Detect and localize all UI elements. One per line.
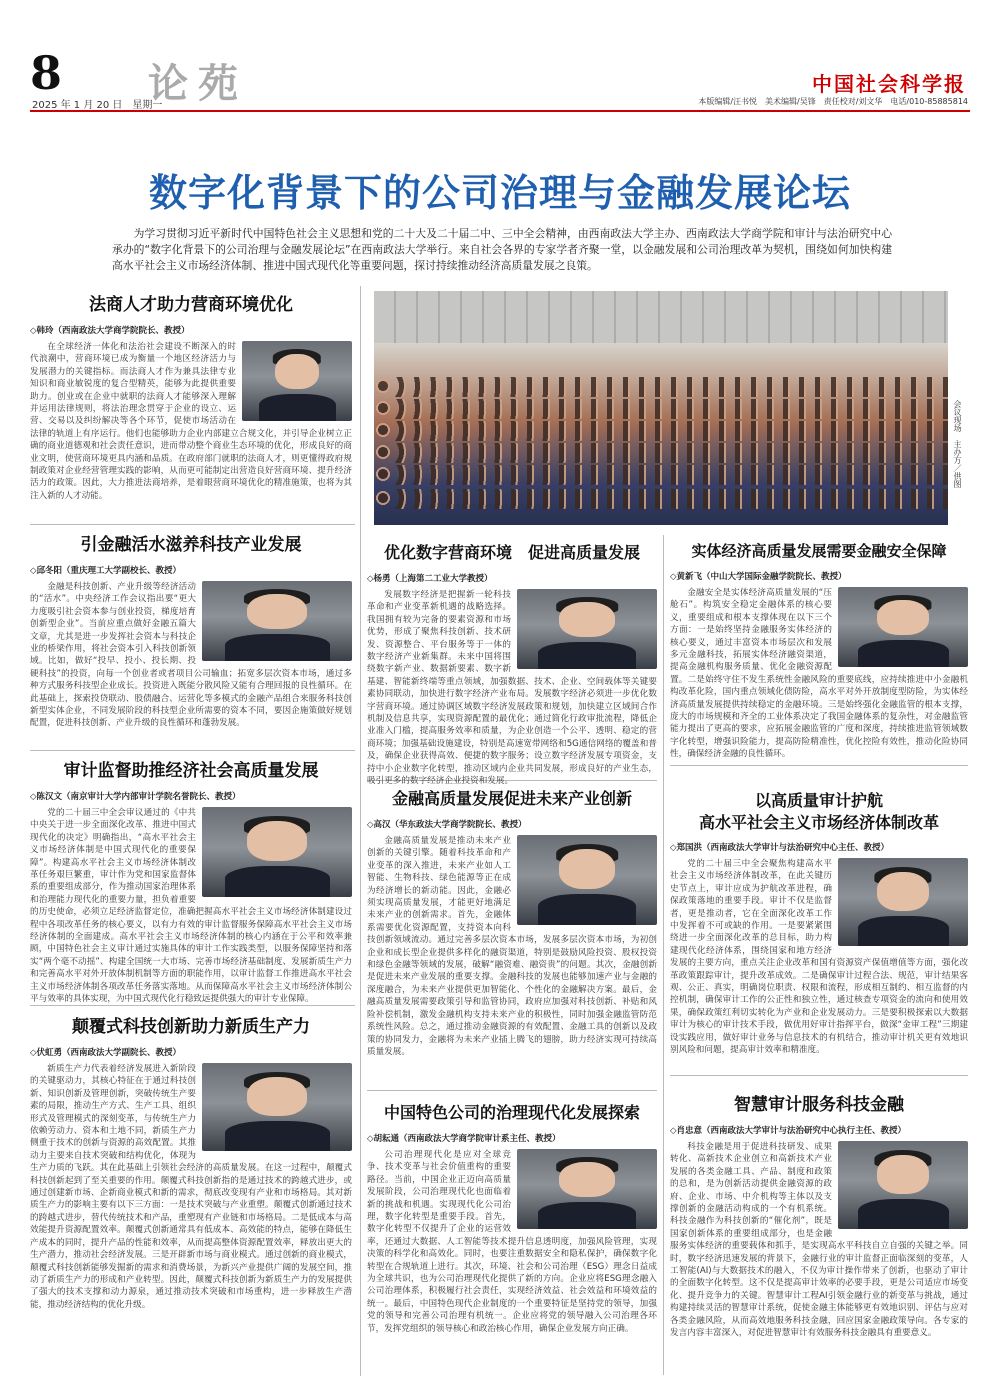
article-title: 法商人才助力营商环境优化	[89, 295, 293, 315]
article-byline: ◇陈汉文（南京审计大学内部审计学院名誉院长、教授）	[30, 792, 241, 802]
article-title-line-1: 以高质量审计护航	[754, 791, 883, 810]
article-byline: ◇肖忠意（西南政法大学审计与法治研究中心执行主任、教授）	[670, 1126, 907, 1136]
article-byline: ◇胡耘通（西南政法大学商学院审计系主任、教授）	[367, 1134, 561, 1144]
article-finance-tech-industry	[30, 530, 352, 745]
row-divider	[670, 1075, 968, 1076]
row-divider	[30, 524, 355, 525]
article-body	[367, 589, 657, 788]
feature-intro: 为学习贯彻习近平新时代中国特色社会主义思想和党的二十大及二十届二中、三中全会精神，由西南政法大学主办、西南政法大学商学院和审计与法治研究中心承办的“数字化背景下的公司治理与金融发展论坛”在西南政法大学举行。来自社会各界的专家学者齐聚一堂，以金融发展和公司治理改革为契机，围绕如何加快构建高水平社会主义市场经济体制、推进中国式现代化等重要问题，探讨持续推动经济高质量发展之良策。	[112, 227, 892, 272]
article-audit-supervision	[30, 756, 352, 1005]
row-divider	[30, 750, 355, 751]
article-title: 金融高质量发展促进未来产业创新	[391, 789, 632, 808]
article-text: 新质生产力代表着经济发展进入新阶段的关键驱动力，其核心特征在于通过科技创新、知识创新及管理创新，突破传统生产要素的局限，推动生产方式、生产工具、组织形式及管理模式的深刻变革，与传统生产力依赖劳动力、资本和土地不同，新质生产力侧重于技术的创新与资源的高效配置。其推动力主要来自技术突破和结构优化，体现为生产力质的飞跃。其在此基础上引领社会经济的高质量发展。在这一过程中，颠覆式科技创新起到了至关重要的作用。颠覆式科技创新指的是通过技术的跨越式进步，或通过创建新市场、企新商业模式和新的需求，彻底改变现有产业和市场格局。其对新质生产力的影响主要有以下三方面：一是技术突破与产业重塑。颠覆式创新通过技术的跨越式进步，替代传统技术和产品，重塑现有产业链和市场格局。二是低成本与高效能提升资源配置效率。颠覆式创新通常具有低成本、高效能的特点，能够在降低生产成本的同时，提升产品的性能和效率，从而提高整体资源配置效率，释放出更大的生产潜力，推动社会经济发展。三是开辟新市场与商业模式。通过创新的商业模式，颠覆式科技创新能够发掘新的需求和消费场景，为新兴产业提供广阔的发展空间，推动了新质生产力的形成和产业转型。因此，颠覆式科技创新为新质生产力的发展提供了强大的技术支撑和动力源泉，通过推动技术突破和市场重构，进一步释放生产潜能，推动经济结构的优化升级。	[30, 1064, 352, 1310]
article-byline: ◇高汉（华东政法大学商学院院长、教授）	[367, 820, 527, 830]
article-body	[367, 1149, 657, 1335]
row-divider	[367, 1090, 657, 1091]
photo-audience-row	[374, 421, 948, 441]
article-smart-audit	[670, 1090, 968, 1377]
article-title: 颠覆式科技创新助力新质生产力	[72, 1017, 310, 1037]
article-title: 实体经济高质量发展需要金融安全保障	[691, 542, 947, 560]
article-byline: ◇郑国洪（西南政法大学审计与法治研究中心主任、教授）	[670, 843, 890, 853]
article-text: 公司治理现代化是应对全球竞争、技术变革与社会价值重构的重要路径。当前，中国企业正迈向高质量发展阶段，公司治理现代化也面临着新的挑战和机遇。实现现代化公司治理，数字化转型是重要手段。首先，数字化转型不仅提升了企业的运营效率，还通过大数据、人工智能等技术提升信息透明度，加强风险管理，实现决策的科学化和高效化。同时，也要注重数据安全和隐私保护，确保数字化转型在合规轨道上进行。其次，环境、社会和公司治理（ESG）理念日益成为全球共识，也为公司治理现代化提供了新的方向。企业应将ESG理念融入公司治理体系，积极履行社会责任，实现经济效益、社会效益和环境效益的统一。最后，中国特色现代企业制度的一个重要特征是坚持党的领导，加强党的领导和完善公司治理有机统一。企业应将党的领导融入公司治理各环节，发挥党组织的领导核心和政治核心作用，确保企业发展方向正确。	[367, 1150, 657, 1334]
article-text: 金融高质量发展是推动未来产业创新的关键引擎。随着科技革命和产业变革的深入推进，未来产业如人工智能、生物科技、绿色能源等正在成为经济增长的新动能。因此，金融必须实现高质量发展，才能更好地满足未来产业的创新需求。首先，金融体系需要优化资源配置，支持资本向科技创新领域流动。通过完善多层次资本市场，发展多层次资本市场，为初创企业和成长型企业提供多样化的融资渠道，特别是鼓励风险投资、股权投资和绿色金融等领域的发展，破解“融资难、融资贵”的问题。其次，金融创新是促进未来产业发展的重要支撑。金融科技的发展也能够加速产业与金融的深度融合，为未来产业提供更加智能化、个性化的金融解决方案。最后，金融高质量发展需要政策引导和监管协同，政府应加强对科技创新、补贴和风险补偿机制，激发金融机构支持未来产业的积极性，同时加强金融监管防范系统性风险。总之，通过推动金融资源的有效配置、金融工具的创新以及政策的协同发力，金融将为未来产业插上腾飞的翅膀，助力经济实现可持续高质量发展。	[367, 836, 657, 1057]
article-byline: ◇韩玲（西南政法大学商学院院长、教授）	[30, 326, 190, 336]
article-body	[30, 341, 352, 502]
article-text: 党的二十届三中全会审议通过的《中共中央关于进一步全面深化改革、推进中国式现代化的决定》明确指出，“高水平社会主义市场经济体制是中国式现代化的重要保障”。构建高水平社会主义市场经济体制改革任务艰巨繁重，审计作为党和国家监督体系的重要组成部分，作为推动国家治理体系和治理能力现代化的重要力量，担负着重要的历史使命，必须立足经济监督定位，准确把握高水平社会主义市场经济体制建设过程中各项改革任务的核心要义，以有力有效的审计监督服务保障高水平社会主义市场经济体制的全面建成。高水平社会主义市场经济体制的核心内涵在于公平和效率兼顾，中国特色社会主义审计通过实施具体的审计工作实践类型，以服务保障坚持和落实“两个毫不动摇”、构建全国统一大市场、完善市场经济基础制度、发展新质生产力和完善高水平对外开放体制机制等方面的职能作用，以审计监督工作推进高水平社会主义市场经济体制各项改革任务落实落地。从而保障高水平社会主义市场经济体制公平与效率的具体实现，为中国式现代化行稳致远提供强大的审计专业保障。	[30, 808, 352, 1005]
article-byline: ◇黄新飞（中山大学国际金融学院院长、教授）	[670, 572, 847, 582]
author-portrait	[242, 341, 352, 421]
article-text: 党的二十届三中全会聚焦构建高水平社会主义市场经济体制改革，在此关键历史节点上，审计应成为护航改革进程，确保政策落地的重要手段。审计不仅是监督者，更是推动者，它在全面深化改革工作中发挥着不可或缺的作用。一是要紧紧围绕进一步全面深化改革的总目标，助力构建现代化经济体系，围绕国家和地方经济发展的主要方向，重点关注企业改革和国有资源资产保值增值等方面，强化改革政策跟踪审计，提升改革成效。二是确保审计过程合法、规范，审计结果客观、公正、真实，明确岗位职责、权限和流程，形成相互制约、相互监督的内控机制，确保审计工作的公正性和独立性，通过核查专项资金的流向和使用效果，确保政策红利切实转化为产业和企业发展动力。三是要积极探索以大数据审计为核心的审计技术手段，做优用好审计指挥平台，做深“金审工程”三期建设实践应用，做好审计业务与信息技术的有机结合，推动审计机关更有效地识别风险和问题，提高审计效率和精准度。	[670, 859, 968, 1056]
article-body	[670, 587, 968, 761]
article-audit-market-reform	[670, 790, 968, 1070]
feature-title: 数字化背景下的公司治理与金融发展论坛	[148, 171, 851, 215]
article-body	[670, 858, 968, 1057]
author-portrait	[838, 858, 968, 946]
article-title: 引金融活水滋养科技产业发展	[80, 535, 302, 555]
column-divider	[360, 286, 361, 1376]
article-body	[30, 581, 352, 730]
author-portrait	[202, 807, 352, 897]
article-text: 金融安全是实体经济高质量发展的“压舱石”。构筑安全稳定金融体系的核心要义，重要组成和根本支撑体现在以下三个方面：一是始终坚持金融服务实体经济的核心要义，通过丰富资本市场层次和发展多元金融科技，拓展实体经济融资渠道，提高金融机构服务质量、优化金融资源配置。二是始终守住不发生系统性金融风险的重要底线，应持续推进中小金融机构改革化险，国内重点领域化债防险，高水平对外开放制度型防险，为实体经济高质量发展提供持续稳定的金融环境。三是始终强化金融监管的根本支撑，庞大的市场规模和齐全的工业体系决定了我国金融体系的复杂性，对金融监管能力提出了更高的要求，应拓展金融监管的广度和深度，持续推进监管领域数字化转型，增强识险能力，提高防险精准性，优化控险有效性，推动化险协同性，确保经济金融的良性循环。	[670, 588, 968, 760]
author-portrait	[517, 1149, 657, 1229]
photo-caption: 会议现场 主办方／供图	[953, 400, 962, 488]
article-text: 发展数字经济是把握新一轮科技革命和产业变革新机遇的战略选择。我国拥有较为完备的要素资源和市场优势，形成了聚焦科技创新、技术研发、资源整合、平台服务等于一体的数字经济产业新集群。未来中国将围绕数字新产业、数据新要素、数字新基建、智能新终端等重点领域，加强数据、技术、企业、空间载体等关键要素协同联动，加快进行数字经济产业布局。发展数字经济必须进一步优化数字营商环境。通过协调区域数字经济发展政策和规划，加快建立区域间合作机制及信息共享，实现资源配置的最优化；通过简化行政审批流程，降低企业准入门槛，提高服务效率和质量，为企业创造一个公平、透明、稳定的营商环境；加强基础设施建设，特别是高速宽带网络和5G通信网络的覆盖和普及，确保企业获得高效、便捷的数字服务；设立数字经济发展专项资金，支持中小企业数字化转型，推动区域内企业共同发展，形成良好的产业生态，吸引更多的数字经济企业投资和发展。	[367, 590, 657, 787]
photo-audience-row	[374, 399, 948, 419]
article-byline: ◇伏虹勇（西南政法大学副院长、教授）	[30, 1048, 182, 1058]
article-byline: ◇杨勇（上海第二工业大学教授）	[367, 574, 493, 584]
editors-line: 本版编辑/汪书悦 美术编辑/吴锋 责任校对/刘文华 电话/010-85885814	[698, 97, 968, 106]
row-divider	[670, 765, 968, 766]
article-text: 科技金融是用于促进科技研发、成果转化、高新技术企业创立和高新技术产业发展的各类金融工具、产品、制度和政策的总和，是为创新活动提供金融资源的政府、企业、市场、中介机构等主体以及支撑创新的金融活动构成的一个有机系统。科技金融作为科技创新的“催化剂”，既是国家创新体系的重要组成部分，也是金融服务实体经济的重要载体和抓手，是实现高水平科技自立自强的关键之举。同时，数字经济迅速发展的背景下，金融行业的审计监督正面临深刻的变革，人工智能(AI)与大数据技术的融入，不仅为审计操作带来了创新，也驱动了审计的全面数字化转型。这不仅是提高审计效率的必要手段，更是公司适应市场变化、提升竞争力的关键。智慧审计工程AI引领金融行业的新变革与挑战，通过构建持续灵活的智慧审计系统，促使金融主体能够更有效地识别、评估与应对各类金融风险，从而高效地服务科技金融，回应国家金融政策导向。各专家的发言内容丰富深入，对促进智慧审计有效服务科技金融具有重要意义。	[670, 1142, 968, 1339]
article-body	[30, 1063, 352, 1311]
article-byline: ◇邱冬阳（重庆理工大学副校长、教授）	[30, 566, 182, 576]
author-portrait	[838, 1141, 968, 1229]
article-body	[30, 807, 352, 1006]
article-finance-future-industries	[367, 786, 657, 1086]
article-corporate-governance	[367, 1100, 657, 1377]
article-financial-security	[670, 540, 968, 760]
photo-audience-row	[374, 465, 948, 485]
conference-photo	[374, 291, 948, 525]
article-title: 优化数字营商环境 促进高质量发展	[383, 543, 640, 562]
author-portrait	[202, 1063, 352, 1151]
column-divider	[663, 535, 664, 1375]
photo-audience-row	[374, 377, 948, 397]
masthead	[0, 0, 1000, 112]
photo-audience-row	[374, 489, 948, 509]
article-title: 智慧审计服务科技金融	[734, 1095, 904, 1115]
section-title: 论苑	[148, 60, 248, 107]
article-legal-business-talent	[30, 290, 352, 520]
article-digital-business-environment	[367, 540, 657, 787]
paper-name: 中国社会科学报	[812, 72, 966, 96]
issue-date: 2025 年 1 月 20 日 星期一	[32, 100, 163, 111]
author-portrait	[517, 589, 657, 669]
author-portrait	[202, 581, 352, 661]
page-number: 8	[30, 46, 63, 100]
article-body	[367, 835, 657, 1058]
article-title: 中国特色公司的治理现代化发展探索	[383, 1103, 640, 1122]
photo-audience-row	[374, 443, 948, 463]
article-text: 金融是科技创新、产业升级等经济活动的“活水”。中央经济工作会议指出要“更大力度吸引社会资本参与创业投资，梯度培育创新型企业”。当前应重点做好金融五篇大文章，尤其是进一步发挥社会资本与科技企业的桥梁作用，将社会资本引入科技创新领域。比如，做好“投早、投小、投长期、投硬科技”的投资，向每一个创业者或者项目公司输血；拓宽多层次资本市场，通过多种方式服务科技型企业成长。投资进入既能分散风险又能有合理回报的良性循环。在此基础上，探索投贷联动、股债融合、运营化等多模式的金融产品组合来服务科技创新型实体企业，不同发展阶段的科技型企业所需要的资本不同，要因企施策做好规划配置，促进科技创新、产业升级的良性循环和蓬勃发展。	[30, 582, 352, 729]
article-title-line-2: 高水平社会主义市场经济体制改革	[698, 813, 939, 832]
article-text: 在全球经济一体化和法治社会建设不断深入的时代浪潮中，营商环境已成为衡量一个地区经济活力与发展潜力的关键指标。而法商人才作为兼具法律专业知识和商业敏锐度的复合型精英，能够为此提供重要助力。创业或在企业中就职的法商人才能够深入理解并运用法律规则，将法治理念贯穿于企业的设立、运营、交易以及纠纷解决等各个环节，促使市场活动在法律的轨道上有序运行。他们也能够助力企业内部建立合规文化，并引导企业树立正确的商业道德观和社会责任意识，进而带动整个商业生态环境的优化，形成良好的商业文明，使营商环境更具内涵和品质。在政府部门就职的法商人才，则更懂得政府规制政策对企业经营管理实践的影响，从而更可能制定出营造良好营商环境、提升经济活力的政策。因此，大力推进法商培养，是着眼营商环境优化的精准施策，也将为其注入新的人才动能。	[30, 342, 352, 501]
article-body	[670, 1141, 968, 1340]
author-portrait	[517, 835, 657, 925]
article-disruptive-innovation	[30, 1012, 352, 1377]
article-title: 审计监督助推经济社会高质量发展	[63, 761, 319, 781]
author-portrait	[838, 587, 968, 667]
header-rule	[30, 110, 970, 112]
photo-ceiling	[374, 291, 948, 343]
